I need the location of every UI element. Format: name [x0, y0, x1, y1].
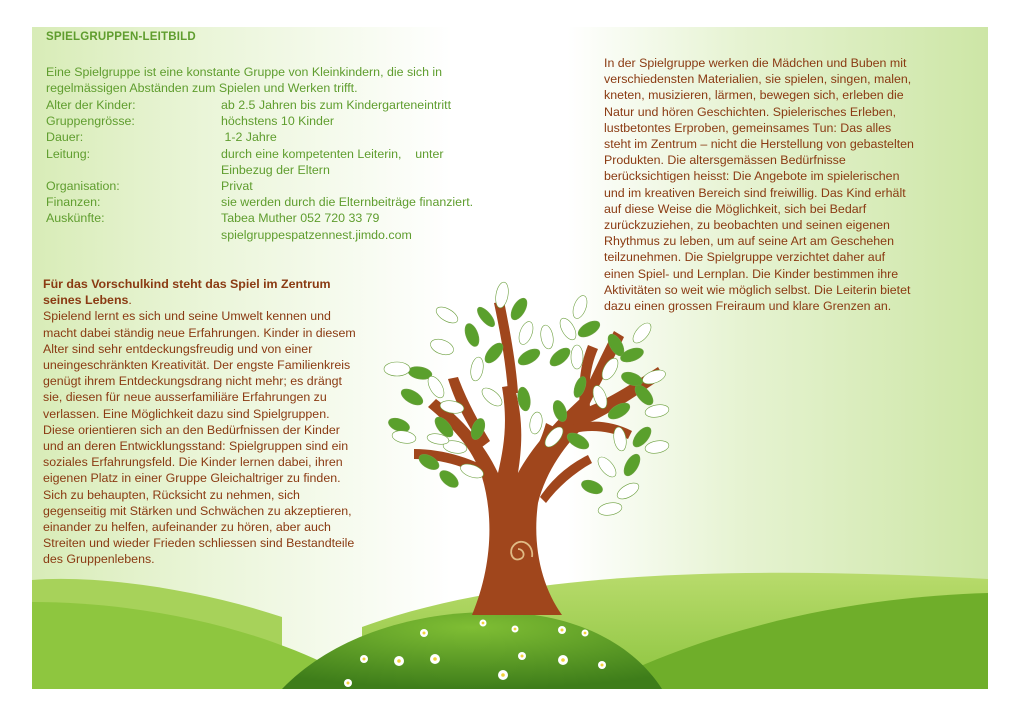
detail-row [46, 210, 506, 226]
section-body: Spielend lernt es sich und seine Umwelt kennen und macht dabei ständig neue Erfahrungen. Kinder in diesem Alter sind sehr entdeckungsfreudig und von einer uneingeschränkten Kreativität. Der engste Familienkreis genügt ihrem Entdeckungsdrang nicht mehr; es drängt sie, diesen für neue ausserfamiliäre Erfahrungen zu verlassen. Eine Möglichkeit dazu sind Spielgruppen. Diese orientieren sich an den Bedürfnissen der Kinder und an deren Entwicklungsstand: Spielgruppen sind ein soziales Erfahrungsfeld. Die Kinder lernen dabei, ihren eigenen Platz in einer Gruppe Gleichaltriger zu finden. Sich zu behaupten, Rücksicht zu nehmen, sich gegenseitig mit Stärken und Schwächen zu akzeptieren, einander zu helfen, aufeinander zu hören, aber auch Streiten und wieder Frieden schliessen sind Bestandteile des Gruppenlebens. [43, 309, 356, 567]
detail-row [46, 146, 506, 162]
detail-row [46, 178, 506, 194]
detail-label: Dauer: [46, 130, 84, 145]
detail-label [46, 162, 221, 178]
detail-value: Tabea Muther 052 720 33 79 [221, 211, 380, 226]
details-list [46, 97, 506, 243]
section-title: Für das Vorschulkind steht das Spiel im Zentrum seines Lebens [43, 277, 331, 308]
vorschulkind-section [43, 276, 363, 568]
detail-value: sie werden durch die Elternbeiträge finanziert. [221, 195, 474, 210]
flyer-page [32, 27, 988, 689]
detail-value: höchstens 10 Kinder [221, 114, 334, 129]
detail-value: ab 2.5 Jahren bis zum Kindergarteneintritt [221, 98, 452, 112]
detail-label: Alter der Kinder: [46, 98, 136, 112]
detail-row [46, 162, 506, 178]
website-link[interactable]: spielgruppespatzennest.jimdo.com [221, 227, 412, 242]
section-title-period: . [128, 293, 132, 308]
detail-label: Finanzen: [46, 195, 101, 210]
detail-label: Gruppengrösse: [46, 114, 135, 129]
detail-label: Leitung: [46, 146, 91, 161]
detail-value: Einbezug der Eltern [221, 162, 330, 177]
detail-label: Auskünfte: [46, 211, 105, 226]
detail-value: durch eine kompetenten Leiterin, unter [221, 146, 444, 161]
detail-value: Privat [221, 179, 253, 194]
intro-paragraph: Eine Spielgruppe ist eine konstante Gruppe von Kleinkindern, die sich in regelmässigen Abständen zum Spielen und Werken trifft. [46, 65, 443, 96]
spielgruppe-activities-paragraph: In der Spielgruppe werken die Mädchen und Buben mit verschiedensten Materialien, sie spielen, singen, malen, kneten, musizieren, lärmen, bewegen sich, erleben die Natur und hören Geschichten. Spielerisches Erleben, lustbetontes Erproben, gemeinsames Tun: Das alles steht im Zentrum – nicht die Herstellung von gebastelten Produkten. Die altersgemässen Bedürfnisse berücksichtigen heisst: Die Angebote im spielerischen und im kreativen Bereich sind freiwillig. Das Kind erhält auf diese Weise die Möglichkeit, sich bei Bedarf zurückzuziehen, zu beobachten und seinen eigenen Rhythmus zu leben, um auf seine Art am Geschehen teilzunehmen. Die Spielgruppe verzichtet daher auf einen Spiel- und Lernplan. Die Kinder bestimmen ihre Aktivitäten so weit wie möglich selbst. Die Leiterin bietet dazu einen grossen Freiraum und klare Grenzen an. [604, 56, 914, 314]
detail-row [46, 194, 506, 210]
detail-row [46, 113, 506, 129]
detail-row [46, 227, 506, 243]
detail-row [46, 129, 506, 145]
detail-label: Organisation: [46, 179, 120, 194]
detail-label [46, 227, 221, 243]
page-title: SPIELGRUPPEN-LEITBILD [46, 31, 196, 43]
detail-value: 1-2 Jahre [221, 130, 277, 145]
detail-row [46, 97, 506, 113]
